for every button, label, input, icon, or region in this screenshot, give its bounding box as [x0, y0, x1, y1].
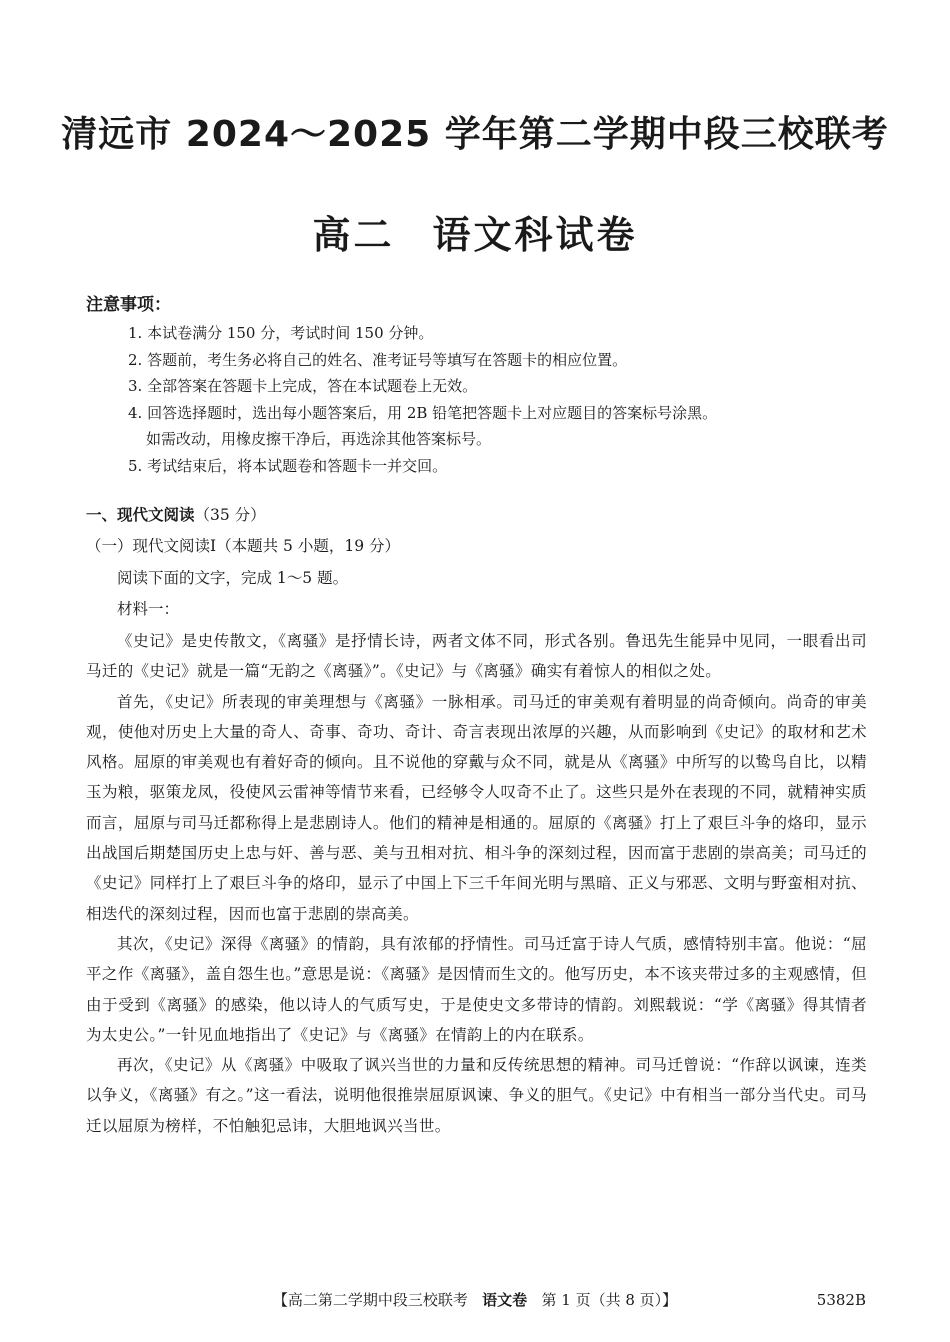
page-footer — [0, 1288, 950, 1312]
section-heading — [86, 503, 266, 527]
notice-heading: 注意事项： — [86, 295, 171, 315]
notice-item-continuation: 如需改动，用橡皮擦干净后，再选涂其他答案标号。 — [146, 430, 492, 448]
exam-title: 清远市 2024～2025 学年第二学期中段三校联考 — [61, 114, 889, 155]
material-label: 材料一： — [117, 600, 180, 618]
passage-paragraph: 《史记》是史传散文，《离骚》是抒情长诗，两者文体不同，形式各别。鲁迅先生能异中见同，一眼看出司马迁的《史记》就是一篇“无韵之《离骚》”。《史记》与《离骚》确实有着惊人的相似之处。 — [86, 632, 867, 681]
grade-label: 高二 — [312, 213, 395, 257]
subsection-heading: （一）现代文阅读Ⅰ（本题共 5 小题，19 分） — [86, 537, 400, 555]
footer-page-number: 第 1 页（共 8 页）】 — [541, 1291, 678, 1309]
notice-list — [128, 320, 888, 479]
reading-passage — [86, 626, 867, 1141]
reading-instruction: 阅读下面的文字，完成 1～5 题。 — [117, 569, 349, 587]
notice-item: 3. 全部答案在答题卡上完成，答在本试题卷上无效。 — [128, 377, 478, 395]
footer-exam-name: 【高二第二学期中段三校联考 — [272, 1291, 468, 1309]
subject-label: 语文科试卷 — [432, 213, 638, 257]
section-title: 一、现代文阅读 — [86, 506, 195, 524]
section-score: （35 分） — [194, 506, 266, 524]
passage-paragraph: 首先，《史记》所表现的审美理想与《离骚》一脉相承。司马迁的审美观有着明显的尚奇倾向。尚奇的审美观，使他对历史上大量的奇人、奇事、奇功、奇计、奇言表现出浓厚的兴趣，从而影响到《史记》的取材和艺术风格。屈原的审美观也有着好奇的倾向。且不说他的穿戴与众不同，就是从《离骚》中所写的以鸷鸟自比，以精玉为粮，驱策龙凤，役使风云雷神等情节来看，已经够令人叹奇不止了。这些只是外在表现的不同，就精神实质而言，屈原与司马迁都称得上是悲剧诗人。他们的精神是相通的。屈原的《离骚》打上了艰巨斗争的烙印，显示出战国后期楚国历史上忠与奸、善与恶、美与丑相对抗、相斗争的深刻过程，因而富于悲剧的崇高美；司马迁的《史记》同样打上了艰巨斗争的烙印，显示了中国上下三千年间光明与黑暗、正义与邪恶、文明与野蛮相对抗、相迭代的深刻过程，因而也富于悲剧的崇高美。 — [86, 692, 867, 923]
paper-code: 5382B — [816, 1291, 866, 1309]
notice-item: 4. 回答选择题时，选出每小题答案后，用 2B 铅笔把答题卡上对应题目的答案标号涂黑。 — [128, 403, 718, 422]
notice-item: 1. 本试卷满分 150 分，考试时间 150 分钟。 — [128, 324, 434, 342]
notice-item: 2. 答题前，考生务必将自己的姓名、准考证号等填写在答题卡的相应位置。 — [128, 350, 628, 369]
passage-paragraph: 再次，《史记》从《离骚》中吸取了讽兴当世的力量和反传统思想的精神。司马迁曾说：“作辞以讽谏，连类以争义，《离骚》有之。”这一看法，说明他很推崇屈原讽谏、争义的胆气。《史记》中有相当一部分当代史。司马迁以屈原为榜样，不怕触犯忌讳，大胆地讽兴当世。 — [86, 1056, 867, 1135]
notice-item: 5. 考试结束后，将本试题卷和答题卡一并交回。 — [128, 456, 448, 475]
exam-subtitle — [0, 207, 950, 263]
footer-subject: 语文卷 — [482, 1291, 528, 1309]
passage-paragraph: 其次，《史记》深得《离骚》的情韵，具有浓郁的抒情性。司马迁富于诗人气质，感情特别丰富。他说：“屈平之作《离骚》，盖自怨生也。”意思是说：《离骚》是因情而生文的。他写历史，本不该夹带过多的主观感情，但由于受到《离骚》的感染，他以诗人的气质写史，于是使史文多带诗的情韵。刘熙载说：“学《离骚》得其情者为太史公。”一针见血地指出了《史记》与《离骚》在情韵上的内在联系。 — [86, 934, 867, 1044]
